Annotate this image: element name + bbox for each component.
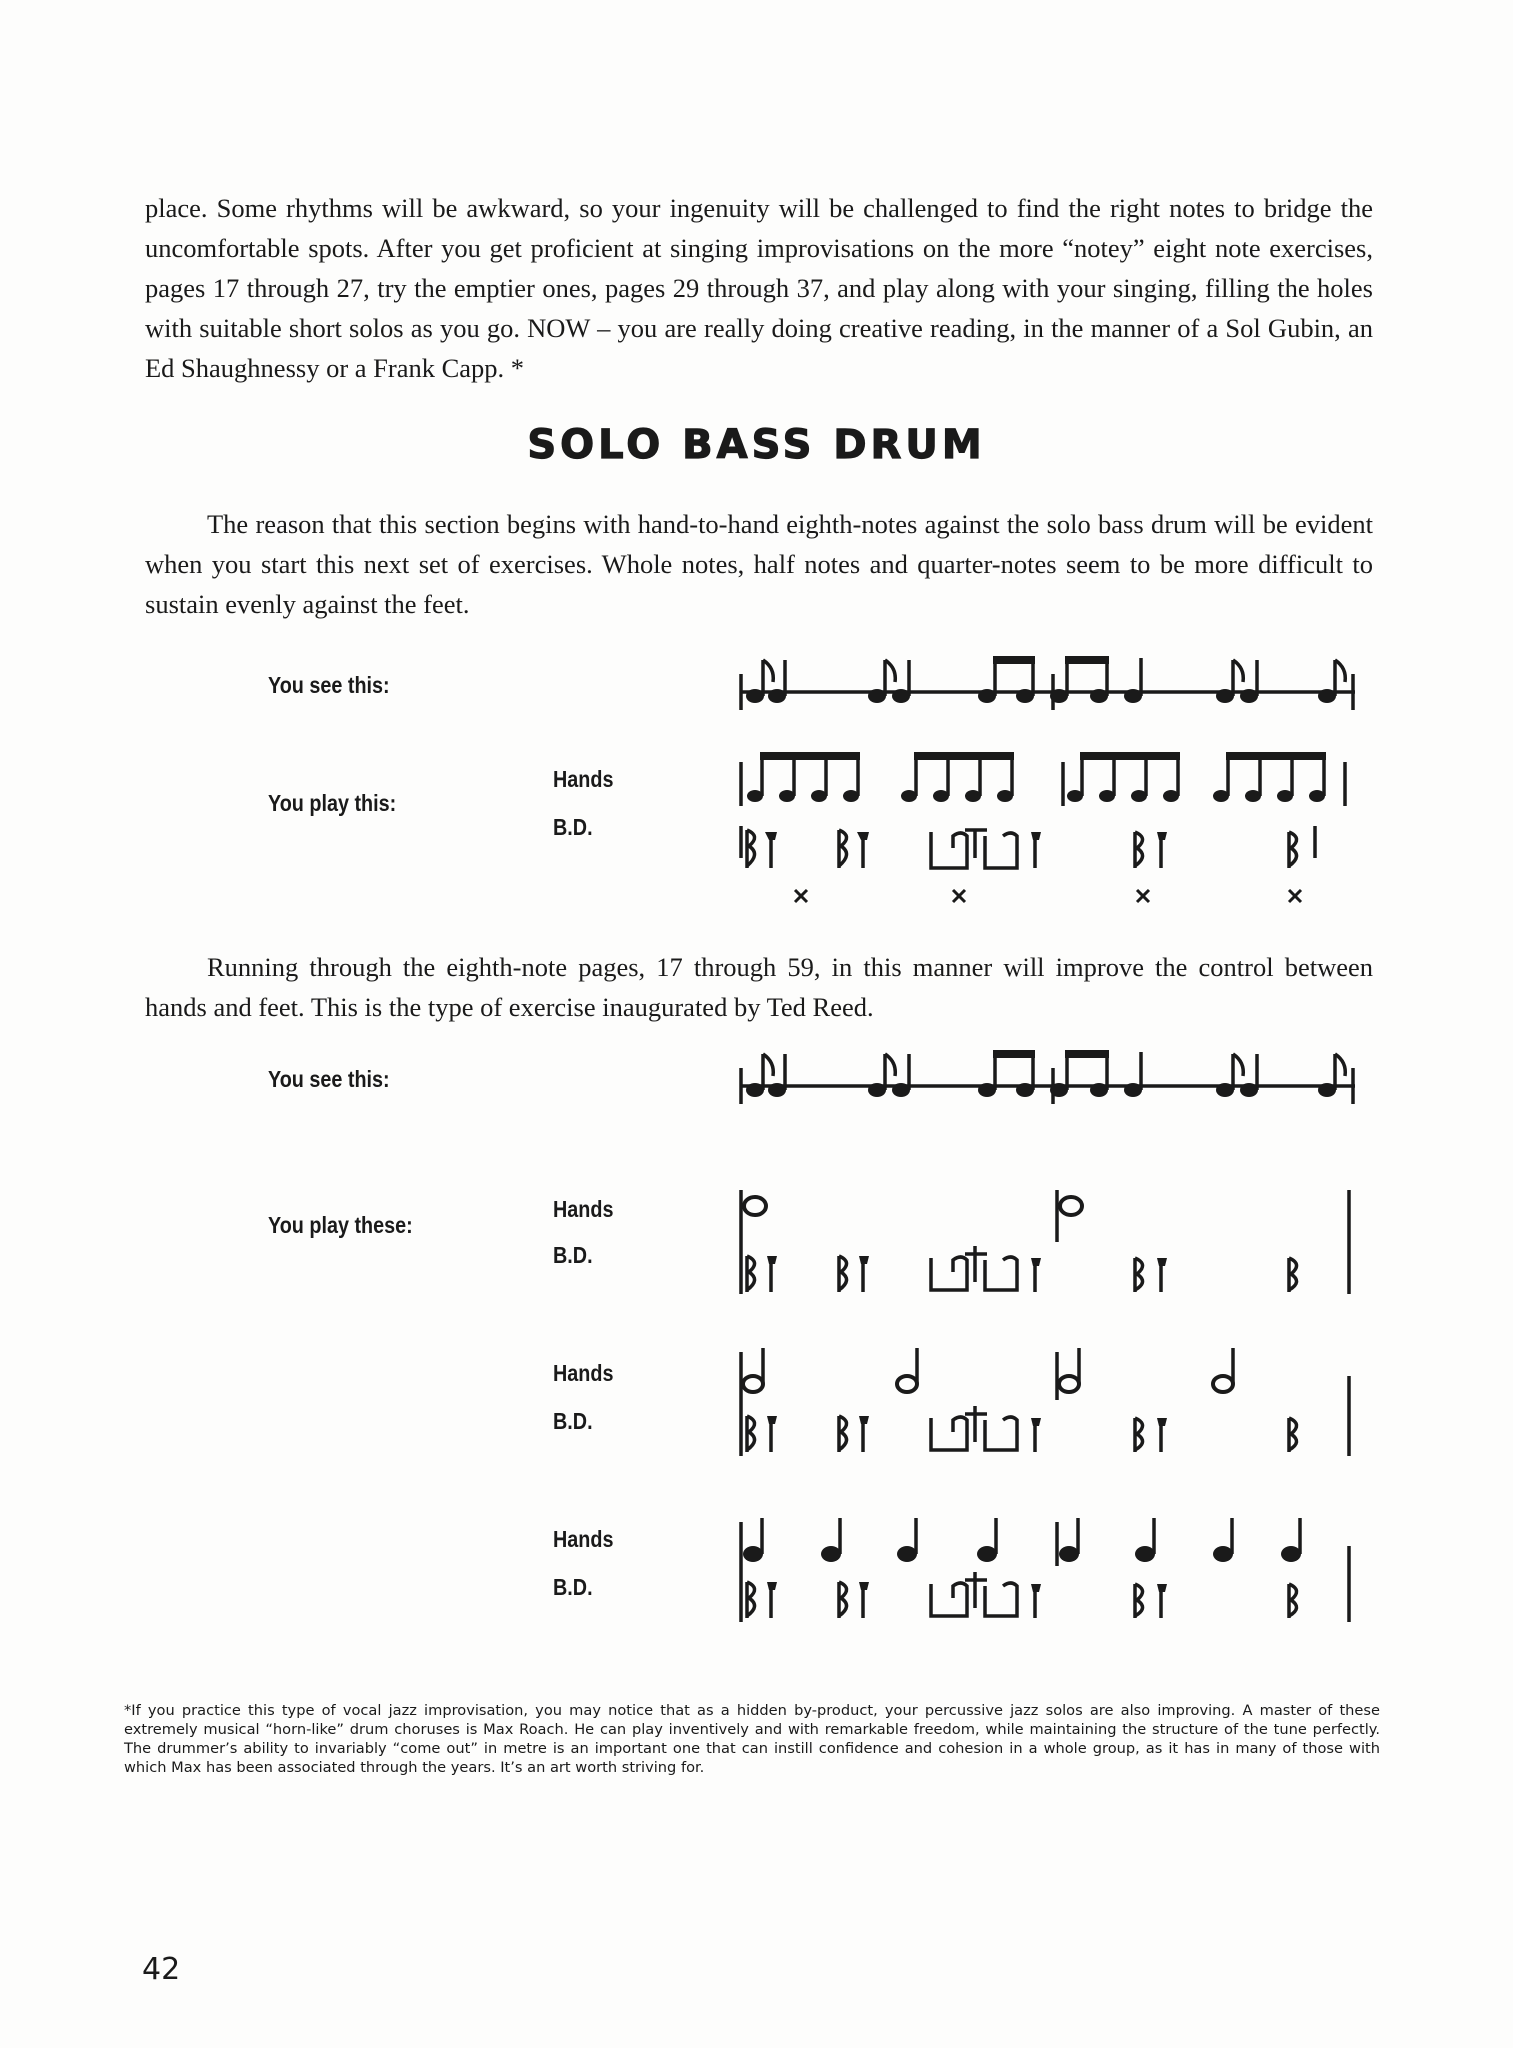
notation-hands-eighths (735, 742, 1355, 812)
notation-bass-drum-with-rests (735, 818, 1355, 908)
notation-half-notes (735, 1340, 1355, 1460)
rhythm-notes (746, 658, 1345, 710)
quarter-notes (743, 1518, 1301, 1562)
label-you-see-this: You see this: (268, 672, 390, 698)
bass-drum-figure (747, 1572, 1297, 1618)
label-bd-quarter: B.D. (553, 1574, 593, 1600)
label-hands-quarter: Hands (553, 1526, 614, 1552)
paragraph-continued: place. Some rhythms will be awkward, so your ingenuity will be challenged to find the right notes to bridge the uncomfortable spots. After you get proficient at singing improvisations on the more “notey” eight note exercises, pages 17 through 27, try the emptier ones, pages 29 through 37, and play along with your singing, filling the holes with suitable short solos as you go. NOW – you are really doing creative reading, in the manner of a Sol Gubin, an Ed Shaughnessy or a Frank Capp. * (145, 193, 1373, 383)
bass-drum-figure (741, 826, 1315, 868)
whole-note (1060, 1197, 1082, 1215)
footnote: *If you practice this type of vocal jazz improvisation, you may notice that as a hidden by-product, your percussive jazz solos are also improving. A master of these extremely musical “horn-like” drum choruses is Max Roach. He can play inventively and with remarkable freedom, while maintaining the structure of the tune perfectly. The drummer’s ability to invariably “come out” in metre is an important one that can instill confidence and cohesion in a whole group, as it has in many of those with which Max has been associated through the years. It’s an art worth striving for. (124, 1702, 1380, 1776)
label-bd-half: B.D. (553, 1408, 593, 1434)
whole-note (744, 1197, 766, 1215)
label-you-play-these: You play these: (268, 1212, 413, 1238)
paragraph-intro-text: The reason that this section begins with hand-to-hand eighth-notes against the solo bass drum will be evident when you start this next set of exercises. Whole notes, half notes and quarter-notes seem to be more difficult to sustain evenly against the feet. (145, 509, 1373, 619)
bass-drum-figure (747, 1406, 1297, 1452)
hi-hat-x-marks (795, 890, 1301, 902)
label-bd: B.D. (553, 814, 593, 840)
section-heading: SOLO BASS DRUM (527, 422, 986, 468)
notation-you-see-this-2 (735, 1046, 1355, 1106)
label-you-see-this-2: You see this: (268, 1066, 390, 1092)
label-hands-half: Hands (553, 1360, 614, 1386)
notation-quarter-notes (735, 1506, 1355, 1626)
bass-drum-figure (747, 1246, 1297, 1292)
label-hands: Hands (553, 766, 614, 792)
eighth-note-groups (747, 754, 1326, 802)
label-you-play-this: You play this: (268, 790, 397, 816)
half-notes (743, 1348, 1233, 1392)
notation-whole-notes (735, 1186, 1355, 1296)
rhythm-notes (746, 1052, 1345, 1104)
paragraph-running-through (145, 947, 1373, 1027)
label-hands-whole: Hands (553, 1196, 614, 1222)
paragraph-intro (145, 504, 1373, 624)
paragraph-running-through-text: Running through the eighth-note pages, 17 through 59, in this manner will improve the control between hands and feet. This is the type of exercise inaugurated by Ted Reed. (145, 952, 1373, 1022)
notation-you-see-this-1 (735, 652, 1355, 712)
page-number: 42 (142, 1952, 181, 1987)
label-bd-whole: B.D. (553, 1242, 593, 1268)
